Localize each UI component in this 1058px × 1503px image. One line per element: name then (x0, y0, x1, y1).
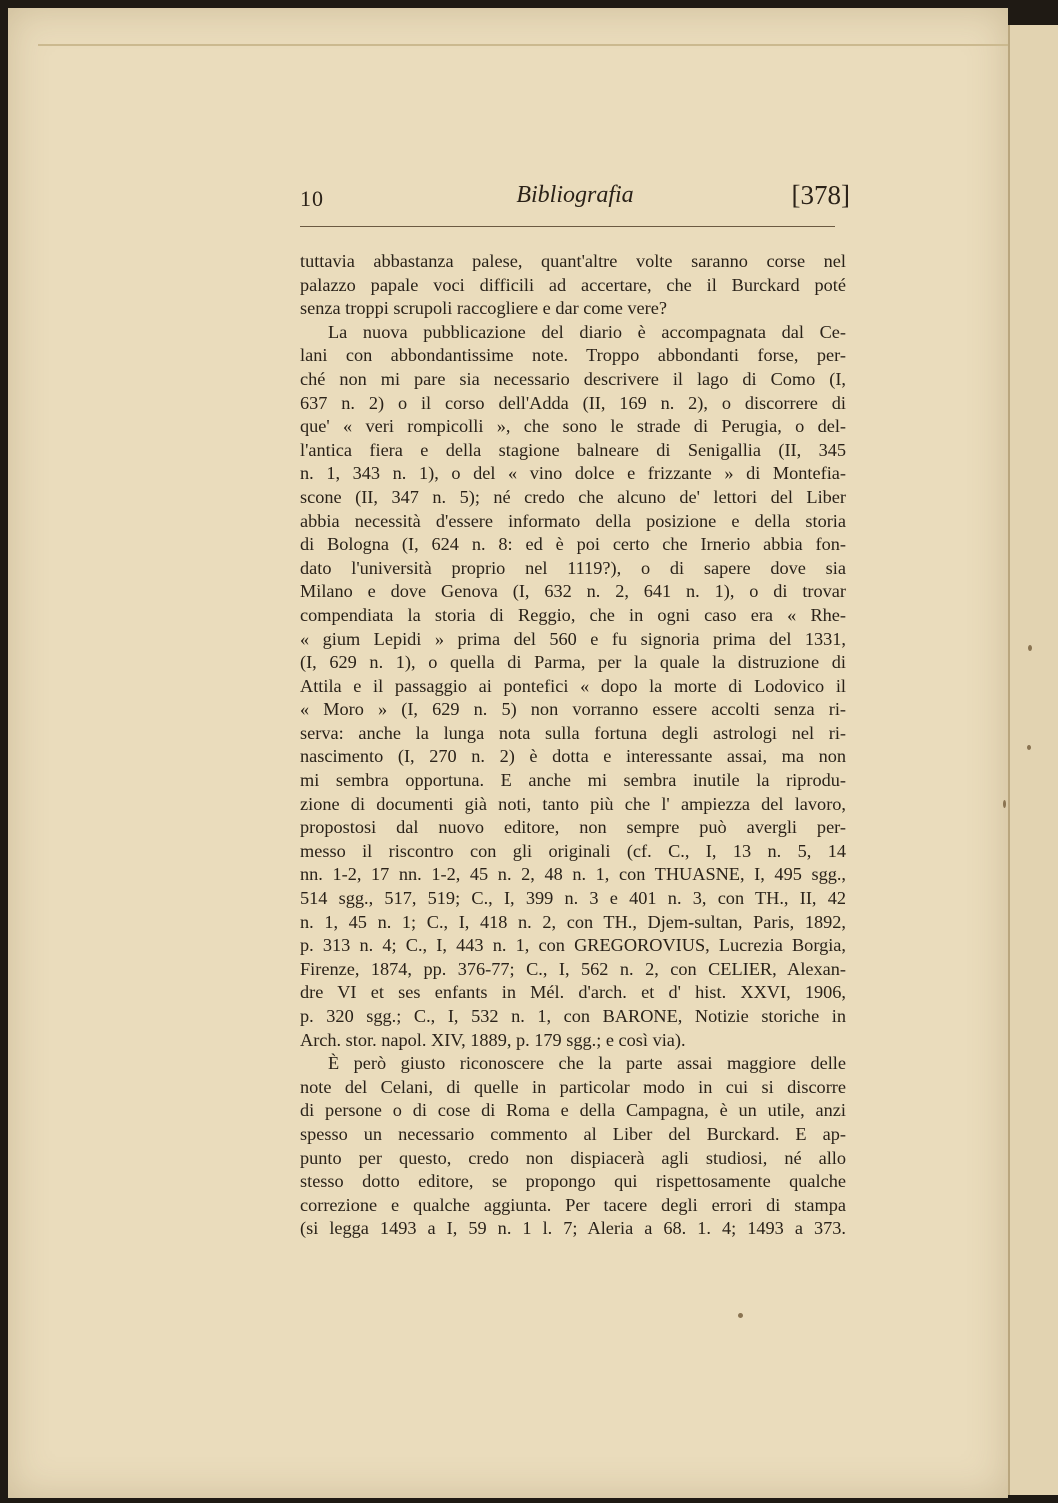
paper-speck (1003, 800, 1006, 808)
text-line: mi sembra opportuna. E anche mi sembra inutile la riprodu- (300, 770, 846, 791)
text-line: serva: anche la lunga nota sulla fortuna degli astrologi nel ri- (300, 722, 846, 743)
adjacent-page-edge (1008, 25, 1058, 1495)
text-line: (si legga 1493 a I, 59 n. 1 l. 7; Aleria a 68. 1. 4; 1493 a 373. (300, 1218, 846, 1239)
text-line: « gium Lepidi » prima del 560 e fu signoria prima del 1331, (300, 628, 846, 649)
section-title: Bibliografia (516, 182, 634, 208)
text-line: È però giusto riconoscere che la parte assai maggiore delle (328, 1053, 846, 1074)
text-line: di Bologna (I, 624 n. 8: ed è poi certo che Irnerio abbia fon- (300, 534, 846, 555)
text-line: que' « veri rompicolli », che sono le strade di Perugia, o del- (300, 416, 846, 437)
text-line: « Moro » (I, 629 n. 5) non vorranno essere accolti senza ri- (300, 699, 846, 720)
text-line: lani con abbondantissime note. Troppo abbondanti forse, per- (300, 345, 846, 366)
text-line: zione di documenti già noti, tanto più che l' ampiezza del lavoro, (300, 793, 846, 814)
paper-speck (1027, 745, 1031, 750)
text-line: p. 320 sgg.; C., I, 532 n. 1, con BARONE, Notizie storiche in (300, 1006, 846, 1026)
text-line: compendiata la storia di Reggio, che in ogni caso era « Rhe- (300, 604, 846, 625)
text-line: p. 313 n. 4; C., I, 443 n. 1, con GREGOROVIUS, Lucrezia Borgia, (300, 935, 846, 956)
header-rule (300, 226, 835, 227)
text-line: palazzo papale voci difficili ad accertare, che il Burckard poté (300, 274, 846, 295)
text-line: La nuova pubblicazione del diario è accompagnata dal Ce- (328, 321, 846, 342)
text-line: 637 n. 2) o il corso dell'Adda (II, 169 n. 2), o discorrere di (300, 392, 846, 413)
paper-speck (738, 1313, 743, 1318)
text-line: n. 1, 343 n. 1), o del « vino dolce e frizzante » di Montefia- (300, 463, 846, 484)
text-line: abbia necessità d'essere informato della posizione e della storia (300, 510, 846, 531)
page-number: 10 (300, 186, 324, 211)
text-line: l'antica fiera e della stagione balneare di Senigallia (II, 345 (300, 439, 846, 460)
text-line: n. 1, 45 n. 1; C., I, 418 n. 2, con TH., Djem-sultan, Paris, 1892, (300, 911, 846, 932)
text-line: 514 sgg., 517, 519; C., I, 399 n. 3 e 401 n. 3, con TH., II, 42 (300, 888, 846, 909)
text-line: nn. 1-2, 17 nn. 1-2, 45 n. 2, 48 n. 1, con THUASNE, I, 495 sgg., (300, 864, 846, 885)
text-line: messo il riscontro con gli originali (cf. C., I, 13 n. 5, 14 (300, 840, 846, 861)
body-text (300, 250, 846, 1241)
page-fold-line (38, 44, 1008, 46)
text-line: stesso dotto editore, se propongo qui rispettosamente qualche (300, 1171, 846, 1192)
text-line: spesso un necessario commento al Liber del Burckard. E ap- (300, 1123, 846, 1144)
text-line: propostosi dal nuovo editore, non sempre può avergli per- (300, 817, 846, 838)
paper-speck (1028, 645, 1032, 651)
text-line: nascimento (I, 270 n. 2) è dotta e interessante assai, ma non (300, 746, 846, 767)
text-line: punto per questo, credo non dispiacerà agli studiosi, né allo (300, 1147, 846, 1168)
text-line: ché non mi pare sia necessario descrivere il lago di Como (I, (300, 368, 846, 389)
text-line: Attila e il passaggio ai pontefici « dopo la morte di Lodovico il (300, 675, 846, 696)
text-line: Firenze, 1874, pp. 376-77; C., I, 562 n. 2, con CELIER, Alexan- (300, 958, 846, 979)
running-header (300, 180, 850, 220)
text-line: Arch. stor. napol. XIV, 1889, p. 179 sgg.; e così via). (300, 1029, 686, 1050)
original-page-reference: [378] (791, 180, 850, 210)
text-line: (I, 629 n. 1), o quella di Parma, per la quale la distruzione di (300, 652, 846, 673)
text-line: di persone o di cose di Roma e della Campagna, è un utile, anzi (300, 1100, 846, 1121)
text-line: senza troppi scrupoli raccogliere e dar come vere? (300, 298, 667, 319)
text-line: dre VI et ses enfants in Mél. d'arch. et d' hist. XXVI, 1906, (300, 982, 846, 1003)
text-line: note del Celani, di quelle in particolar modo in cui si discorre (300, 1076, 846, 1097)
text-line: Milano e dove Genova (I, 632 n. 2, 641 n. 1), o di trovar (300, 581, 846, 602)
text-line: correzione e qualche aggiunta. Per tacere degli errori di stampa (300, 1194, 846, 1215)
text-line: scone (II, 347 n. 5); né credo che alcuno de' lettori del Liber (300, 486, 846, 507)
text-line: tuttavia abbastanza palese, quant'altre volte saranno corse nel (300, 251, 846, 271)
text-line: dato l'università proprio nel 1119?), o di sapere dove sia (300, 557, 846, 578)
